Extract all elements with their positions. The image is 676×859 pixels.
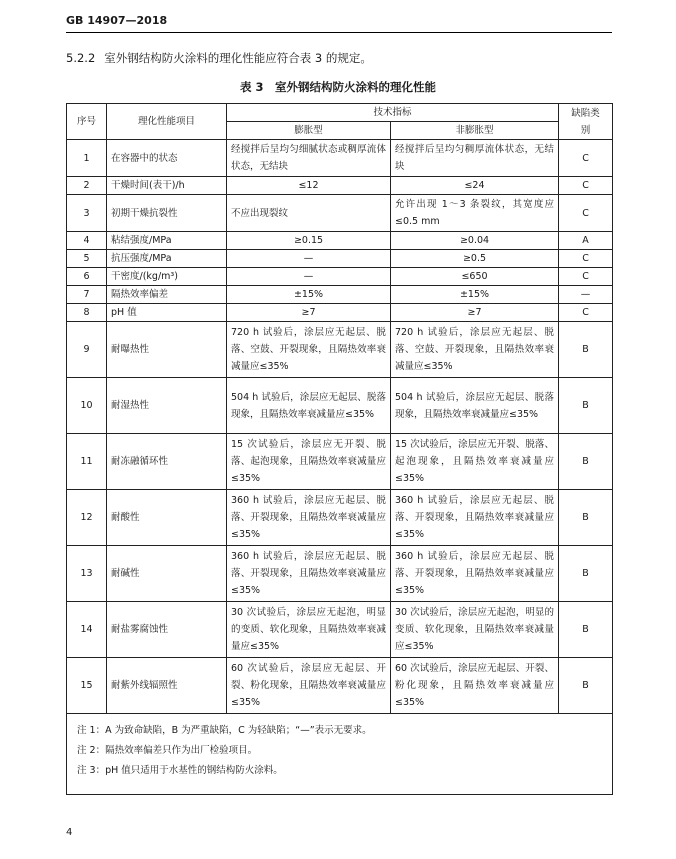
row-item: 耐冻融循环性 — [107, 434, 227, 490]
row-swelling: 经搅拌后呈均匀细腻状态或稠厚流体状态，无结块 — [227, 140, 391, 177]
row-swelling: — — [227, 250, 391, 268]
row-nonswelling: ≤650 — [391, 268, 559, 286]
row-defect-class: — — [559, 286, 613, 304]
row-nonswelling: 720 h 试验后，涂层应无起层、脱落、空鼓、开裂现象，且隔热效率衰减量应≤35% — [391, 322, 559, 378]
table-caption: 表 3 室外钢结构防火涂料的理化性能 — [239, 80, 436, 94]
row-swelling: ≤12 — [227, 177, 391, 195]
row-nonswelling: 60 次试验后，涂层应无起层、开裂、粉化现象，且隔热效率衰减量应≤35% — [391, 658, 559, 714]
row-defect-class: B — [559, 658, 613, 714]
properties-table — [66, 103, 613, 795]
row-swelling: ≥7 — [227, 304, 391, 322]
row-swelling: 不应出现裂纹 — [227, 195, 391, 232]
row-swelling: ±15% — [227, 286, 391, 304]
row-nonswelling: 30 次试验后，涂层应无起泡，明显的变质、软化现象，且隔热效率衰减量应≤35% — [391, 602, 559, 658]
row-nonswelling: 360 h 试验后，涂层应无起层、脱落、开裂现象，且隔热效率衰减量应≤35% — [391, 546, 559, 602]
row-item: 耐曝热性 — [107, 322, 227, 378]
table-row — [67, 658, 613, 714]
row-defect-class: B — [559, 490, 613, 546]
row-swelling: 360 h 试验后，涂层应无起层、脱落、开裂现象，且隔热效率衰减量应≤35% — [227, 490, 391, 546]
clause-number: 5.2.2 — [66, 51, 96, 65]
row-number: 2 — [67, 177, 107, 195]
row-defect-class: B — [559, 602, 613, 658]
row-defect-class: B — [559, 378, 613, 434]
row-swelling: 504 h 试验后，涂层应无起层、脱落现象，且隔热效率衰减量应≤35% — [227, 378, 391, 434]
row-swelling: 60 次试验后，涂层应无起层、开裂、粉化现象，且隔热效率衰减量应≤35% — [227, 658, 391, 714]
row-defect-class: C — [559, 250, 613, 268]
row-item: 隔热效率偏差 — [107, 286, 227, 304]
row-nonswelling: 504 h 试验后，涂层应无起层、脱落现象，且隔热效率衰减量应≤35% — [391, 378, 559, 434]
row-number: 11 — [67, 434, 107, 490]
note-2: 注 2：隔热效率偏差只作为出厂检验项目。 — [77, 745, 258, 756]
row-item: 粘结强度/MPa — [107, 232, 227, 250]
table-row — [67, 304, 613, 322]
row-number: 15 — [67, 658, 107, 714]
table-notes — [67, 714, 613, 795]
table-row — [67, 286, 613, 304]
clause-paragraph — [66, 50, 372, 66]
row-swelling: 30 次试验后，涂层应无起泡，明显的变质、软化现象，且隔热效率衰减量应≤35% — [227, 602, 391, 658]
row-item: 耐湿热性 — [107, 378, 227, 434]
header-swelling: 膨胀型 — [227, 122, 391, 140]
row-item: 耐盐雾腐蚀性 — [107, 602, 227, 658]
row-item: 在容器中的状态 — [107, 140, 227, 177]
row-item: 耐碱性 — [107, 546, 227, 602]
row-number: 4 — [67, 232, 107, 250]
row-number: 8 — [67, 304, 107, 322]
row-swelling: 720 h 试验后，涂层应无起层、脱落、空鼓、开裂现象，且隔热效率衰减量应≤35% — [227, 322, 391, 378]
row-defect-class: C — [559, 304, 613, 322]
row-defect-class: C — [559, 140, 613, 177]
row-number: 1 — [67, 140, 107, 177]
row-number: 6 — [67, 268, 107, 286]
header-nonswelling: 非膨胀型 — [391, 122, 559, 140]
row-item: 耐紫外线辐照性 — [107, 658, 227, 714]
row-defect-class: C — [559, 177, 613, 195]
table-row — [67, 602, 613, 658]
row-item: 干密度/(kg/m³) — [107, 268, 227, 286]
row-item: 抗压强度/MPa — [107, 250, 227, 268]
table-row — [67, 250, 613, 268]
table-row — [67, 140, 613, 177]
row-defect-class: A — [559, 232, 613, 250]
page-number: 4 — [66, 827, 73, 838]
row-nonswelling: 15 次试验后，涂层应无开裂、脱落、起泡现象，且隔热效率衰减量应≤35% — [391, 434, 559, 490]
row-number: 14 — [67, 602, 107, 658]
row-nonswelling: ≥0.04 — [391, 232, 559, 250]
row-defect-class: B — [559, 322, 613, 378]
row-defect-class: C — [559, 268, 613, 286]
header-seq: 序号 — [67, 104, 107, 140]
header-defect: 缺陷类别 — [559, 104, 613, 140]
table-notes-row — [67, 714, 613, 795]
row-item: 初期干燥抗裂性 — [107, 195, 227, 232]
row-nonswelling: ≤24 — [391, 177, 559, 195]
row-defect-class: C — [559, 195, 613, 232]
row-nonswelling: ≥7 — [391, 304, 559, 322]
row-nonswelling: ≥0.5 — [391, 250, 559, 268]
header-rule — [66, 32, 612, 33]
row-number: 10 — [67, 378, 107, 434]
row-number: 13 — [67, 546, 107, 602]
row-nonswelling: 允许出现 1～3 条裂纹，其宽度应≤0.5 mm — [391, 195, 559, 232]
table-row — [67, 378, 613, 434]
table-row — [67, 490, 613, 546]
row-swelling: 15 次试验后，涂层应无开裂、脱落、起泡现象，且隔热效率衰减量应≤35% — [227, 434, 391, 490]
table-row — [67, 195, 613, 232]
standard-code: GB 14907—2018 — [66, 14, 168, 27]
row-nonswelling: ±15% — [391, 286, 559, 304]
row-swelling: 360 h 试验后，涂层应无起层、脱落、开裂现象，且隔热效率衰减量应≤35% — [227, 546, 391, 602]
table-row — [67, 546, 613, 602]
row-defect-class: B — [559, 546, 613, 602]
table-row — [67, 322, 613, 378]
row-swelling: — — [227, 268, 391, 286]
note-3: 注 3：pH 值只适用于水基性的钢结构防火涂料。 — [77, 765, 283, 776]
table-row — [67, 232, 613, 250]
header-item: 理化性能项目 — [107, 104, 227, 140]
row-nonswelling: 360 h 试验后，涂层应无起层、脱落、开裂现象，且隔热效率衰减量应≤35% — [391, 490, 559, 546]
row-number: 9 — [67, 322, 107, 378]
row-number: 7 — [67, 286, 107, 304]
header-tech: 技术指标 — [227, 104, 559, 122]
row-defect-class: B — [559, 434, 613, 490]
row-item: 干燥时间(表干)/h — [107, 177, 227, 195]
row-nonswelling: 经搅拌后呈均匀稠厚流体状态，无结块 — [391, 140, 559, 177]
row-number: 5 — [67, 250, 107, 268]
row-item: pH 值 — [107, 304, 227, 322]
table-row — [67, 177, 613, 195]
row-number: 12 — [67, 490, 107, 546]
table-header-row — [67, 104, 613, 122]
row-item: 耐酸性 — [107, 490, 227, 546]
clause-text: 室外钢结构防火涂料的理化性能应符合表 3 的规定。 — [104, 51, 372, 65]
table-row — [67, 434, 613, 490]
note-1: 注 1：A 为致命缺陷，B 为严重缺陷，C 为轻缺陷；“—”表示无要求。 — [77, 725, 372, 736]
row-number: 3 — [67, 195, 107, 232]
table-row — [67, 268, 613, 286]
row-swelling: ≥0.15 — [227, 232, 391, 250]
